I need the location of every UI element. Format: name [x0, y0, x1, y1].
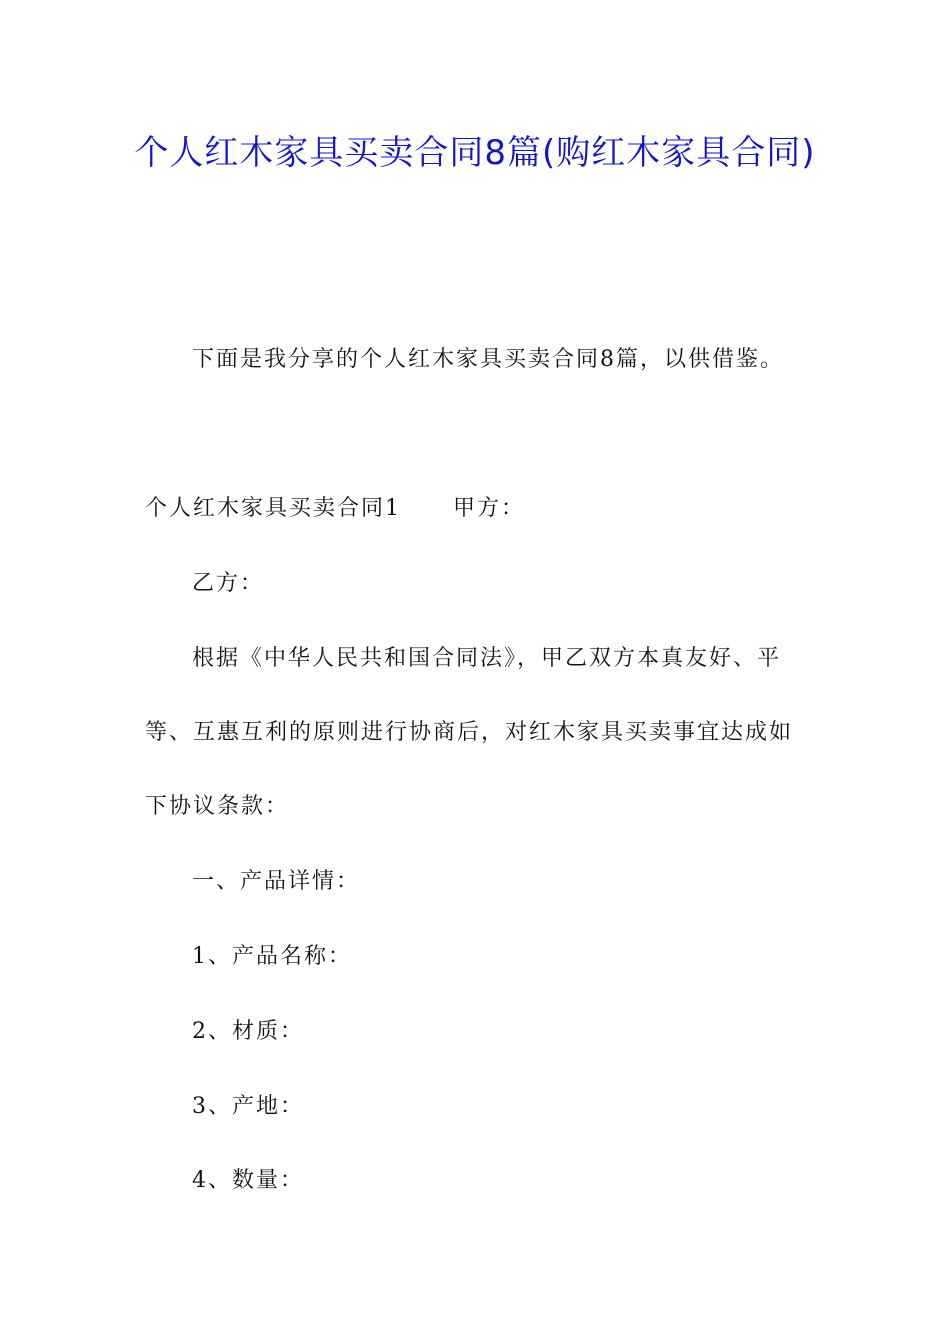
preamble-line-3: 下协议条款：: [145, 794, 290, 819]
document-title: 个人红木家具买卖合同8篇(购红木家具合同): [134, 133, 816, 173]
intro-paragraph: 下面是我分享的个人红木家具买卖合同8篇，以供借鉴。: [192, 347, 784, 372]
party-b-label: 乙方：: [192, 571, 265, 596]
item-origin: 3、产地：: [192, 1094, 304, 1119]
contract-1-heading: 个人红木家具买卖合同1: [145, 496, 401, 521]
item-quantity: 4、数量：: [192, 1168, 304, 1193]
item-product-name: 1、产品名称：: [192, 944, 352, 969]
contract-heading-line: [145, 494, 525, 524]
preamble-line-1: 根据《中华人民共和国合同法》，甲乙双方本真友好、平: [192, 646, 782, 671]
section-1-heading: 一、产品详情：: [192, 869, 361, 894]
preamble-line-2: 等、互惠互利的原则进行协商后，对红木家具买卖事宜达成如: [145, 720, 794, 745]
party-a-label: 甲方：: [453, 496, 526, 521]
item-material: 2、材质：: [192, 1019, 304, 1044]
